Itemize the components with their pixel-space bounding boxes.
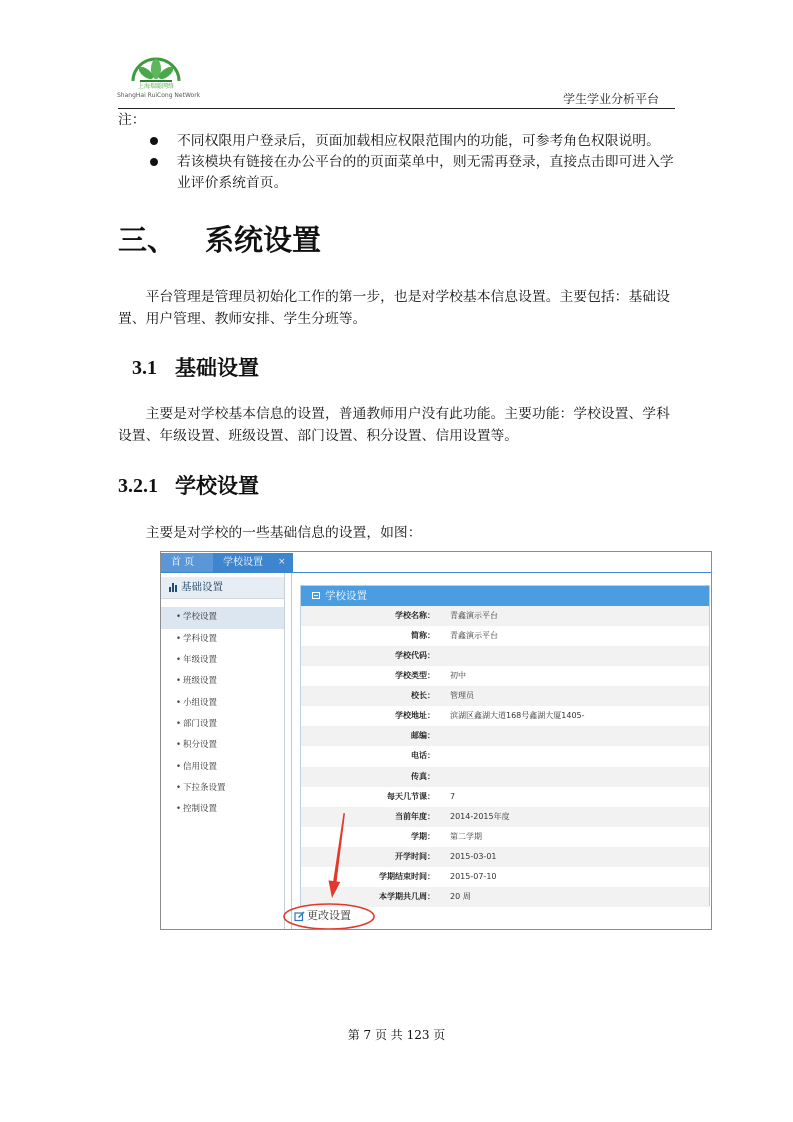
panel-title: 学校设置 (325, 590, 367, 602)
field-value: 20 周 (450, 891, 471, 901)
note-label: 注： (118, 112, 146, 128)
field-value: 2014-2015年度 (450, 811, 510, 821)
section-paragraph: 平台管理是管理员初始化工作的第一步，也是对学校基本信息设置。主要包括：基础设置、用户管理、教师安排、学生分班等。 (118, 289, 670, 327)
sidebar (161, 573, 285, 930)
table-row (301, 686, 709, 706)
field-label: 邮编： (411, 731, 435, 741)
subsection-paragraph: 主要是对学校基本信息的设置，普通教师用户没有此功能。主要功能：学校设置、学科设置、年级设置、班级设置、部门设置、积分设置、信用设置等。 (118, 406, 670, 444)
logo-name-cn: 上海瑞聪网络 (138, 83, 175, 90)
sidebar-item-class-settings[interactable]: • 班级设置 (161, 671, 284, 692)
table-row (301, 867, 709, 887)
field-value: 管理员 (450, 691, 474, 701)
tab-home[interactable] (161, 553, 213, 572)
table-row (301, 646, 709, 666)
sidebar-item-points-settings[interactable]: • 积分设置 (161, 735, 284, 756)
table-row (301, 807, 709, 827)
field-label: 传真： (411, 771, 435, 781)
field-value: 7 (450, 791, 456, 801)
edit-settings-label: 更改设置 (307, 909, 351, 922)
sidebar-title: 基础设置 (181, 581, 223, 593)
field-label: 开学时间： (395, 851, 435, 861)
table-row (301, 606, 709, 626)
bullet-icon (150, 137, 158, 145)
sidebar-item-subject-settings[interactable]: • 学科设置 (161, 629, 284, 650)
tab-label: 学校设置 (223, 557, 263, 568)
note-bullet-item (177, 152, 677, 194)
platform-title: 学生学业分析平台 (563, 92, 660, 106)
sidebar-menu (161, 607, 284, 820)
field-value: 青鑫演示平台 (450, 631, 498, 641)
school-settings-screenshot (160, 551, 712, 930)
field-label: 学校名称： (395, 611, 435, 620)
sidebar-item-department-settings[interactable]: • 部门设置 (161, 714, 284, 735)
table-row (301, 666, 709, 686)
table-row (301, 827, 709, 847)
table-row (301, 887, 709, 907)
field-value: 初中 (450, 671, 466, 681)
field-value: 第二学期 (450, 831, 482, 841)
sidebar-header[interactable] (161, 577, 284, 599)
table-row (301, 746, 709, 766)
main-content (291, 573, 712, 930)
field-label: 学校地址： (395, 711, 435, 721)
edit-icon (294, 911, 305, 922)
field-label: 校长： (411, 691, 435, 701)
field-label: 学期结束时间： (379, 871, 435, 881)
table-row (301, 787, 709, 807)
company-logo (116, 54, 206, 104)
table-row (301, 626, 709, 646)
subsubsection-number: 3.2.1 (118, 475, 158, 497)
sidebar-item-credit-settings[interactable]: • 信用设置 (161, 757, 284, 778)
sidebar-item-group-settings[interactable]: • 小组设置 (161, 693, 284, 714)
sidebar-item-grade-settings[interactable]: • 年级设置 (161, 650, 284, 671)
note-bullet-text: 若该模块有链接在办公平台的的页面菜单中，则无需再登录，直接点击即可进入学业评价系统首页。 (177, 154, 674, 191)
field-label: 学校类型： (395, 671, 435, 681)
tab-label: 首 页 (171, 557, 195, 568)
subsection-number: 3.1 (132, 357, 157, 379)
section-title: 系统设置 (205, 223, 322, 257)
sidebar-item-school-settings[interactable]: • 学校设置 (161, 607, 284, 628)
sidebar-item-dropdown-settings[interactable]: • 下拉条设置 (161, 778, 284, 799)
field-label: 学校代码： (395, 651, 435, 661)
panel-header (301, 586, 709, 606)
field-label: 每天几节课： (387, 791, 435, 801)
field-label: 本学期共几周： (379, 891, 435, 901)
sidebar-item-control-settings[interactable]: • 控制设置 (161, 799, 284, 820)
subsubsection-title: 学校设置 (175, 474, 259, 498)
tab-school-settings[interactable] (213, 553, 293, 572)
field-label: 简称： (411, 631, 435, 641)
note-bullet-text: 不同权限用户登录后，页面加载相应权限范围内的功能，可参考角色权限说明。 (177, 133, 660, 149)
window-icon (312, 592, 320, 599)
logo-name-en: ShangHai RuiCong NetWork (117, 92, 201, 99)
subsection-title: 基础设置 (175, 356, 259, 380)
field-label: 电话： (411, 751, 435, 761)
section-number: 三、 (118, 223, 177, 257)
table-row (301, 847, 709, 867)
close-icon[interactable]: × (278, 557, 286, 567)
subsubsection-paragraph: 主要是对学校的一些基础信息的设置，如图： (145, 525, 422, 541)
bullet-icon (150, 158, 158, 166)
field-label: 学期： (411, 831, 435, 841)
field-value: 2015-03-01 (450, 851, 497, 861)
field-value: 滨湖区鑫湖大道168号鑫湖大厦1405- (450, 711, 585, 721)
header-divider (118, 108, 675, 109)
bar-chart-icon (169, 583, 178, 592)
field-value: 青鑫演示平台 (450, 611, 498, 620)
table-row (301, 767, 709, 787)
school-settings-panel (300, 585, 710, 906)
edit-settings-button[interactable] (294, 909, 358, 923)
page-number: 第 7 页 共 123 页 (347, 1028, 446, 1042)
table-row (301, 726, 709, 746)
settings-table (301, 606, 709, 907)
leaf-logo-icon (128, 54, 184, 84)
tab-bar (161, 552, 711, 573)
field-value: 2015-07-10 (450, 871, 497, 881)
field-label: 当前年度： (395, 811, 435, 821)
note-bullet-item (177, 131, 677, 152)
table-row (301, 706, 709, 726)
